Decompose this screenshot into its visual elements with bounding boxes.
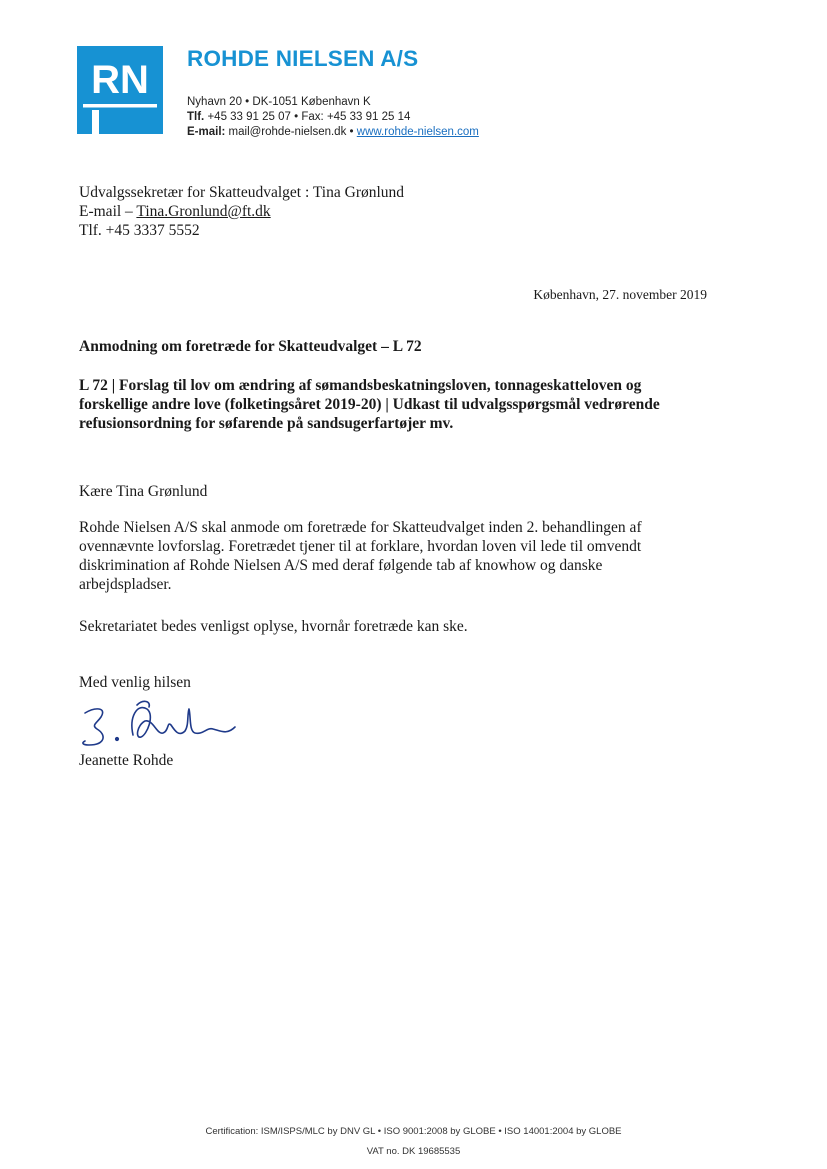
reference-heading [79,376,729,433]
footer-vat: VAT no. DK 19685535 [366,1146,461,1157]
email-label: E-mail: [187,126,226,138]
handwritten-signature [77,695,257,753]
recipient-email-label: E-mail – [79,203,137,220]
paragraph-line: Rohde Nielsen A/S skal anmode om foretræde for Skatteudvalget inden 2. behandlingen af [79,519,642,536]
company-phone-line [187,111,410,123]
recipient-email-link[interactable]: Tina.Gronlund@ft.dk [136,203,271,220]
company-email[interactable]: mail@rohde-nielsen.dk [228,126,347,138]
body-paragraph-1 [79,518,729,594]
recipient-email-line [79,203,271,221]
rn-logo-icon [77,46,163,134]
letter-subject: Anmodning om foretræde for Skatteudvalget – L 72 [79,338,422,355]
recipient-phone: Tlf. +45 3337 5552 [79,222,200,239]
paragraph-line: arbejdspladser. [79,576,172,593]
fax-number: +45 33 91 25 14 [326,111,411,123]
separator: • [349,126,354,138]
company-logo [77,46,163,134]
company-name: ROHDE NIELSEN A/S [187,46,419,71]
separator: • [294,111,299,123]
reference-line: L 72 | Forslag til lov om ændring af sømandsbeskatningsloven, tonnageskatteloven og [79,377,642,394]
paragraph-line: ovennævnte lovforslag. Foretrædet tjener til at forklare, hvordan loven vil lede til omvendt [79,538,642,555]
closing: Med venlig hilsen [79,674,191,691]
fax-label: Fax: [301,111,324,123]
reference-line: forskellige andre love (folketingsåret 2019-20) | Udkast til udvalgsspørgsmål vedrørende [79,396,660,413]
reference-line: refusionsordning for søfarende på sandsugerfartøjer mv. [79,415,454,432]
signer-name: Jeanette Rohde [79,752,174,769]
signature-icon [77,695,257,753]
company-address: Nyhavn 20 • DK-1051 København K [187,96,371,108]
phone-number: +45 33 91 25 07 [207,111,291,123]
logo-lettering: RN [91,58,149,102]
letter-date: København, 27. november 2019 [533,287,707,302]
salutation: Kære Tina Grønlund [79,483,208,500]
body-paragraph-2: Sekretariatet bedes venligst oplyse, hvornår foretræde kan ske. [79,618,468,635]
recipient-title: Udvalgssekretær for Skatteudvalget : Tina Grønlund [79,184,405,201]
company-website-link[interactable]: www.rohde-nielsen.com [356,126,479,138]
paragraph-line: diskrimination af Rohde Nielsen A/S med deraf følgende tab af knowhow og danske [79,557,603,574]
phone-label: Tlf. [187,111,205,123]
company-contact-line [187,126,479,138]
footer-certification: Certification: ISM/ISPS/MLC by DNV GL • ISO 9001:2008 by GLOBE • ISO 14001:2004 by GLOBE [205,1126,622,1137]
